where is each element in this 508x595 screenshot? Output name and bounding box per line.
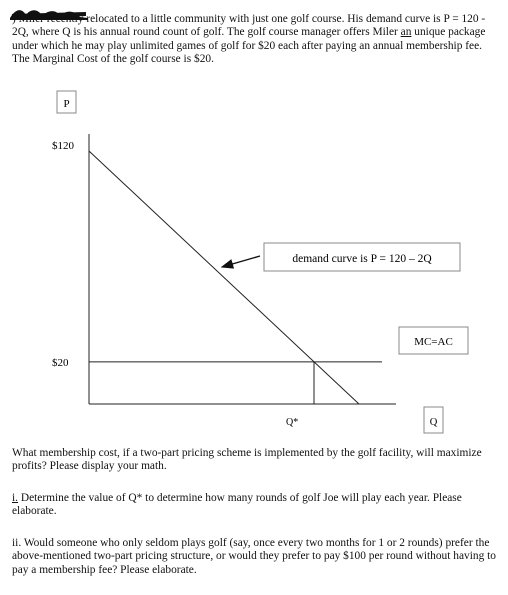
y-axis-label: P bbox=[63, 98, 70, 110]
intro-text-start: ) Miler recently relocated to a little community with just one golf course. His demand curve is P = 120 - 2Q, where Q is his annual round count of golf. The golf course manager offers Miler bbox=[12, 13, 486, 39]
demand-label-arrow bbox=[222, 256, 260, 267]
demand-curve bbox=[89, 151, 359, 404]
problem-intro bbox=[12, 13, 500, 67]
y-tick-label-20: $20 bbox=[52, 356, 69, 369]
demand-chart bbox=[0, 86, 508, 446]
question-qstar bbox=[12, 492, 500, 519]
intro-underlined-word: an bbox=[400, 26, 412, 39]
intro-text-end: unique package under which he may play unlimited games of golf for $20 each after paying an annual membership fee. The Marginal Cost of the golf course is $20. bbox=[12, 26, 486, 66]
demand-label: demand curve is P = 120 – 2Q bbox=[292, 253, 432, 265]
y-tick-label-120: $120 bbox=[52, 140, 74, 152]
question-membership-fee: What membership cost, if a two-part pricing scheme is implemented by the golf facility, will maximize profits? Please display your math. bbox=[12, 447, 482, 473]
mc-label: MC=AC bbox=[414, 336, 453, 348]
qstar-label: Q* bbox=[286, 417, 299, 428]
question-qstar-marker: i. bbox=[12, 492, 19, 504]
x-axis-label: Q bbox=[429, 417, 438, 428]
question-qstar-text: Determine the value of Q* to determine how many rounds of golf Joe will play each year. Please elaborate. bbox=[12, 492, 462, 518]
question-occasional-player: ii. Would someone who only seldom plays golf (say, once every two months for 1 or 2 rounds) prefer the above-mentioned two-part pricing structure, or would they prefer to pay $100 per round without having to pay a membership fee? Please elaborate. bbox=[12, 537, 496, 576]
